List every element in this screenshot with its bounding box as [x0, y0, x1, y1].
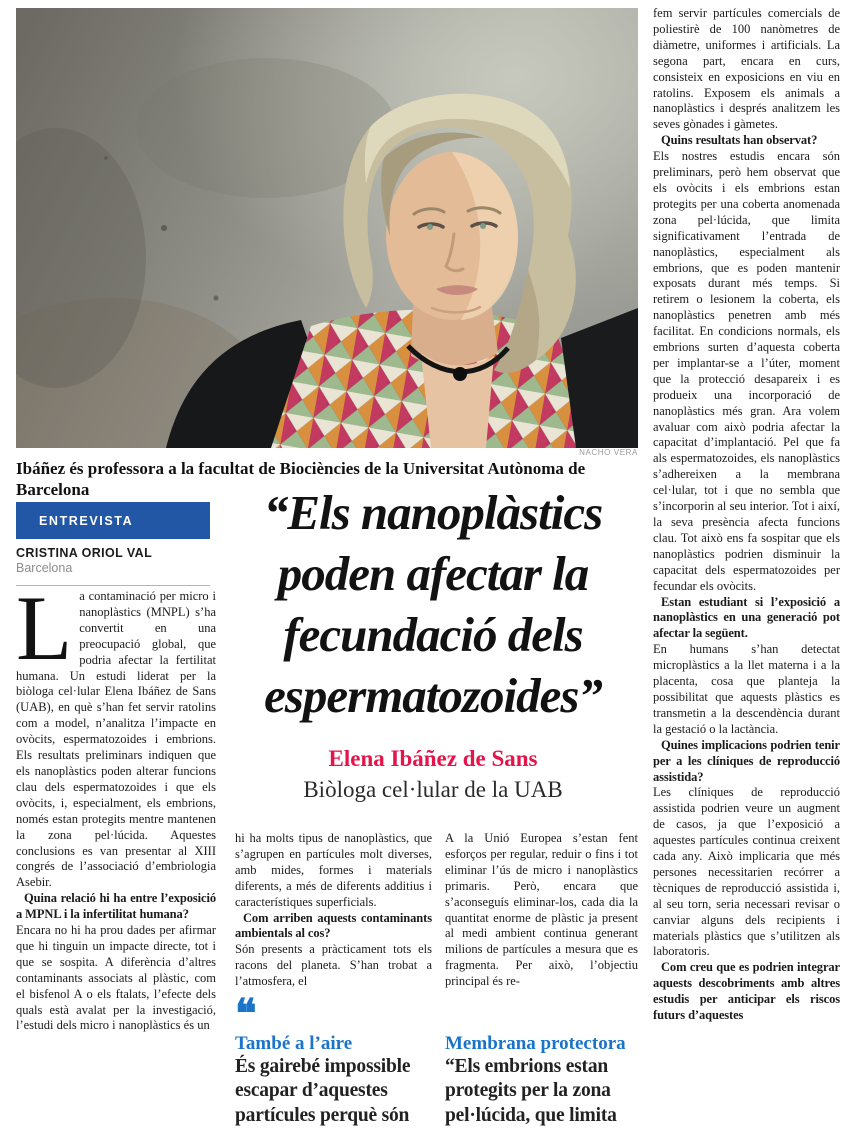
column-2-text: [235, 831, 432, 1000]
answer: Els nostres estudis encara són preliminars, però hem observat que els ovòcits i els embrions estan protegits per una coberta anomenada zona pel·lúcida, que limita significativament l’entrada de nanoplàstics, especialment als embrions, que es poden mantenir exposats durant més temps. Si retirem o lesionem la coberta, els nanoplàstics penetren amb més facilitat. En condicions normals, els embrions surten d’aquesta coberta per implantar-se a l’úter, moment que la protecció desapareix i es produeix una incorporació de nanoplàstics més gran. Ara volem avaluar com això podria afectar la capacitat d’implantació. Pel que fa als espermatozoides, els nanoplàstics s’adhereixen a la membrana cel·lular, tot i que no sembla que s’incorporin al seu interior. Tot i així, la seva presència afecta funcions clau. Tot això ens fa sospitar que els nanoplàstics podrien disminuir la capacitat dels espermatozoides per fecundar els ovòcits.: [653, 149, 840, 593]
pull-quote-text: “Els embrions estan protegits per la zona pel·lúcida, que limita: [445, 1055, 617, 1126]
question: Quines implicacions podrien tenir per a les clíniques de reproducció assistida?: [653, 737, 840, 784]
body-column-4: [653, 6, 840, 1128]
question: Estan estudiant si l’exposició a nanoplàstics en una generació pot afectar la següent.: [653, 594, 840, 641]
answer: A la Unió Europea s’estan fent esforços per regular, reduir o fins i tot eliminar l’ús de micro i nanoplàstics primaris. Però, encara que s’aconseguís eliminar-los, cada dia la quantitat enorme de plàstic ja present al medi ambient continua generant milions de partícules a mesura que es fragmenta. Per això, l’objectiu principal és re-: [445, 831, 638, 989]
question: Quins resultats han observat?: [661, 133, 818, 148]
answer: Són presents a pràcticament tots els racons del planeta. S’han trobat a l’atmosfera, el: [235, 942, 432, 989]
answer: Encara no hi ha prou dades per afirmar que hi tinguin un impacte directe, tot i que se sospita. A diferència d’altres contaminants associats al plàstic, com el bisfenol A o els ftalats, l’efecte dels quals està avalat per la investigació, l’estudi dels micro i nanoplàstics és un: [16, 923, 216, 1033]
quote-mark-icon: ❝: [235, 989, 254, 1037]
pull-quote-membrane: [445, 1028, 638, 1128]
byline-divider: [16, 585, 210, 586]
byline-place: Barcelona: [16, 561, 73, 575]
pull-quote-kicker: Membrana protectora: [445, 1032, 626, 1054]
portrait-photo: [16, 8, 638, 448]
drop-cap: L: [16, 589, 73, 679]
headline-quote: “Els nanoplàstics poden afectar la fecundació dels espermatozoides”: [263, 485, 603, 723]
pull-quote-kicker: També a l’aire: [235, 1032, 353, 1054]
body-column-3: [445, 831, 638, 1128]
answer: Les clíniques de reproducció assistida podrien veure un augment de casos, ja que l’exposició a aquestes partícules continua creixent cada any. Això implicaria que més persones necessitarien recórrer a tècniques de reproducció assistida i, al seu torn, seria necessari revisar o canviar alguns dels recipients i materials plàstics que s’utilitzen als laboratoris.: [653, 785, 840, 959]
answer: fem servir partícules comercials de poliestirè de 100 nanòmetres de diàmetre, uniformes i artificials. La segona part, encara en curs, consisteix en exposicions en viu en ratolins. Exposem els animals a nanoplàstics i després analitzem les seves gònades i gàmetes.: [653, 6, 840, 132]
byline-author: CRISTINA ORIOL VAL: [16, 546, 153, 560]
answer: hi ha molts tipus de nanoplàstics, que s’agrupen en partícules molt diverses, amb mides, formes i materials diferents, a més de diferents additius i característiques superficials.: [235, 831, 432, 909]
interviewee-name: Elena Ibáñez de Sans: [328, 746, 538, 771]
question: Com arriben aquests contaminants ambientals al cos?: [235, 910, 432, 941]
lede-paragraph: [16, 589, 216, 891]
body-column-2: [235, 831, 432, 1128]
lede-text: a contaminació per micro i nanoplàstics (MNPL) s’ha convertit en una preocupació global, que podria afectar la fertilitat humana. Un estudi liderat per la biòloga cel·lular Elena Ibáñez de Sans (UAB), en què s’han fet servir ratolins com a model, n’analitza l’impacte en ovòcits, espermatozoides i embrions. Els resultats preliminars indiquen que els nanoplàstics poden alterar funcions clau dels espermatozoides i que els ovòcits, i, especialment, els embrions, només estan protegits mentre mantenen la zona pel·lúcida. Aquestes conclusions es van presentar al XIII congrés de l’associació d’embriologia Asebir.: [16, 589, 216, 890]
pull-quote-air: [235, 989, 432, 1128]
photo-credit: NACHO VERA: [579, 448, 638, 457]
section-kicker: [16, 502, 210, 539]
answer: En humans s’han detectat microplàstics a la llet materna i a la placenta, cosa que planteja la possibilitat que aquests plàstics es transmetin a la descendència durant la gestació o la lactància.: [653, 642, 840, 736]
section-kicker-label: ENTREVISTA: [39, 513, 134, 528]
question: Quina relació hi ha entre l’exposició a MPNL i la infertilitat humana?: [16, 891, 216, 922]
interviewee-role: Biòloga cel·lular de la UAB: [303, 777, 563, 802]
body-column-1: [16, 589, 216, 1128]
column-3-text: [445, 831, 638, 1028]
photo-caption: Ibáñez és professora a la facultat de Biociències de la Universitat Autònoma de Barcelona: [16, 459, 586, 499]
pull-quote-text: És gairebé impossible escapar d’aquestes partícules perquè són: [235, 1055, 411, 1126]
portrait-illustration: [16, 8, 638, 448]
question: Com creu que es podrien integrar aquests descobriments amb altres estudis per anticipar els riscos futurs d’aquestes: [653, 960, 840, 1023]
